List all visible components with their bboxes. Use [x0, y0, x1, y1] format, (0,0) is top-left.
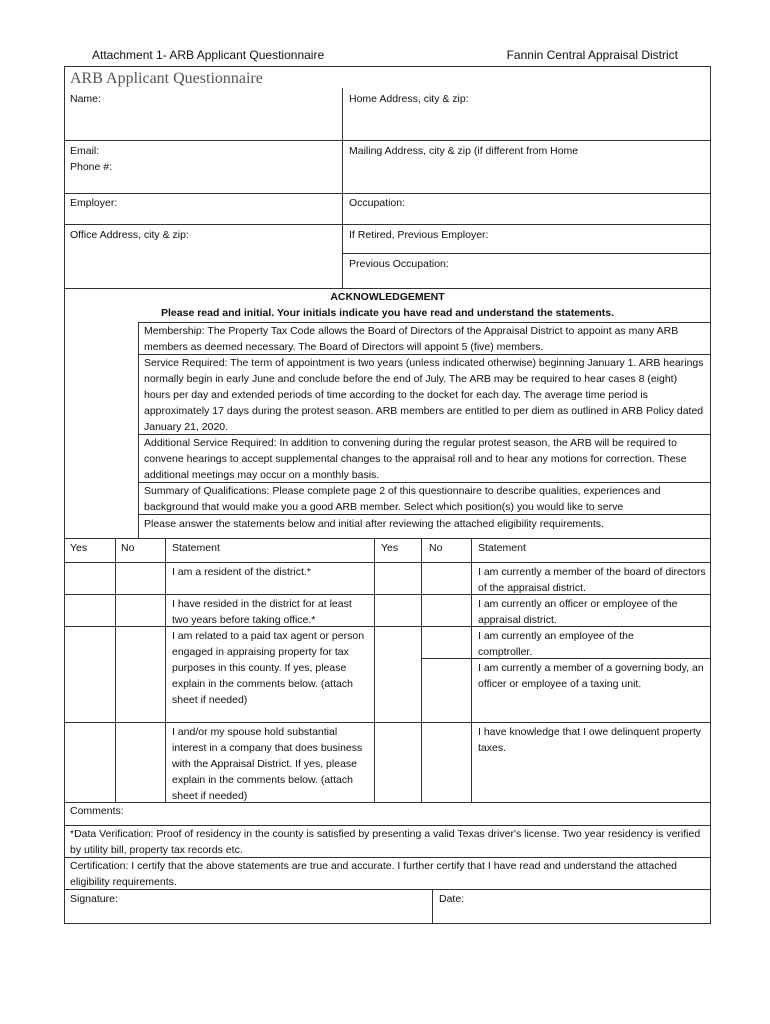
table-col [165, 538, 166, 802]
rule [342, 253, 711, 254]
date-field[interactable]: Date: [439, 893, 465, 905]
statement-right-5: I have knowledge that I owe delinquent property taxes. [478, 726, 701, 754]
form-title: ARB Applicant Questionnaire [70, 70, 263, 87]
header-left: Attachment 1- ARB Applicant Questionnaire [92, 48, 325, 62]
rule [64, 889, 711, 890]
yes-header-left: Yes [70, 542, 88, 554]
table-col [471, 538, 472, 802]
rule [64, 562, 711, 563]
statement-header-right: Statement [478, 542, 526, 554]
service-text: Service Required: The term of appointment is two years (unless indicated otherwise) beginning January 1. ARB hearings normally begin in early June and conclude before the end of July. The ARB may be required to hear cases 8 (eight) hours per day and extended periods of time according to the docket for each day. The average time period is approximately 17 days during the protest season. ARB members are entitled to per diem as outlined in ARB Policy dated January 21, 2020. [144, 357, 704, 433]
phone-field[interactable]: Phone #: [70, 161, 113, 173]
data-verification-text: *Data Verification: Proof of residency in the county is satisfied by presenting a valid Texas driver's license. Two year residency is verified by utility bill, property tax records etc. [70, 828, 701, 856]
rule [64, 538, 711, 539]
statement-left-4: I and/or my spouse hold substantial interest in a company that does business with the Appraisal District. If yes, please explain in the comments below. (attach sheet if needed) [172, 726, 363, 802]
email-field[interactable]: Email: [70, 145, 100, 157]
name-field[interactable]: Name: [70, 93, 101, 105]
home-address-field[interactable]: Home Address, city & zip: [349, 93, 469, 105]
membership-text: Membership: The Property Tax Code allows the Board of Directors of the Appraisal District to appoint as many ARB members as deemed necessary. The Board of Directors will appoint 5 (five) members. [144, 325, 679, 353]
answer-instruction: Please answer the statements below and initial after reviewing the attached eligibility requirements. [144, 518, 604, 530]
previous-occupation-field[interactable]: Previous Occupation: [349, 258, 449, 270]
statement-left-3: I am related to a paid tax agent or person engaged in appraising property for tax purposes in this county. If yes, please explain in the comments below. (attach sheet if needed) [172, 630, 365, 706]
statement-left-1: I am a resident of the district.* [172, 566, 311, 578]
statement-right-1: I am currently a member of the board of directors of the appraisal district. [478, 566, 706, 594]
table-col [421, 538, 422, 802]
no-header-right: No [429, 542, 443, 554]
statement-header-left: Statement [172, 542, 220, 554]
rule [64, 802, 711, 803]
table-col [374, 538, 375, 802]
statement-left-2: I have resided in the district for at least two years before taking office.* [172, 598, 352, 626]
table-col [115, 538, 116, 802]
signature-divider [432, 889, 433, 924]
mailing-address-field[interactable]: Mailing Address, city & zip (if different from Home [349, 145, 579, 157]
rule [64, 224, 711, 225]
office-address-field[interactable]: Office Address, city & zip: [70, 229, 189, 241]
employer-field[interactable]: Employer: [70, 197, 118, 209]
retired-employer-field[interactable]: If Retired, Previous Employer: [349, 229, 489, 241]
statement-right-2: I am currently an officer or employee of the appraisal district. [478, 598, 678, 626]
ack-heading: ACKNOWLEDGEMENT [330, 291, 445, 303]
yes-header-right: Yes [381, 542, 399, 554]
signature-field[interactable]: Signature: [70, 893, 118, 905]
statement-right-3: I am currently an employee of the comptroller. [478, 630, 634, 658]
comments-field[interactable]: Comments: [70, 805, 124, 817]
rule [64, 722, 711, 723]
header-right: Fannin Central Appraisal District [506, 48, 678, 62]
certification-text: Certification: I certify that the above statements are true and accurate. I further certify that I have read and understand the attached eligibility requirements. [70, 860, 678, 888]
additional-service-text: Additional Service Required: In addition to convening during the regular protest season, the ARB will be required to convene hearings to accept supplemental changes to the appraisal roll and to hear any motions for correction. These additional meetings may occur on a monthly basis. [144, 437, 687, 481]
rule [64, 140, 711, 141]
ack-instruction: Please read and initial. Your initials indicate you have read and understand the statements. [161, 307, 614, 319]
statement-right-4: I am currently a member of a governing body, an officer or employee of a taxing unit. [478, 662, 704, 690]
occupation-field[interactable]: Occupation: [349, 197, 406, 209]
info-divider [342, 88, 343, 288]
rule [64, 193, 711, 194]
summary-text: Summary of Qualifications: Please complete page 2 of this questionnaire to describe qualities, experiences and background that would make you a good ARB member. Select which position(s) you would like to serve [144, 485, 661, 513]
no-header-left: No [121, 542, 135, 554]
